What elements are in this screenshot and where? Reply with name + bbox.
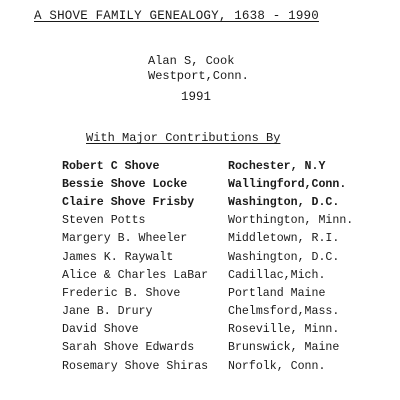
- author-location: Westport,Conn.: [148, 69, 249, 83]
- contributor-row: [62, 339, 392, 357]
- contributor-place: Rochester, N.Y: [228, 159, 326, 173]
- contributor-row: [62, 212, 392, 230]
- contributor-place: Middletown, R.I.: [228, 232, 340, 246]
- author-block: [148, 54, 249, 84]
- contributor-name: Frederic B. Shove: [62, 286, 181, 300]
- contributor-row: [62, 303, 392, 321]
- contributor-place: Norfolk, Conn.: [228, 359, 326, 373]
- contributor-row: [62, 321, 392, 339]
- contributor-place: Brunswick, Maine: [228, 341, 340, 355]
- contributor-place: Wallingford,Conn.: [228, 177, 347, 191]
- contributor-row: [62, 193, 392, 211]
- contributor-row: [62, 248, 392, 266]
- contributor-place: Roseville, Minn.: [228, 323, 340, 337]
- contributor-row: [62, 175, 392, 193]
- contributor-place: Chelmsford,Mass.: [228, 305, 340, 319]
- contributor-name: Rosemary Shove Shiras: [62, 359, 209, 373]
- author-name: Alan S, Cook: [148, 54, 235, 68]
- contributor-place: Cadillac,Mich.: [228, 268, 326, 282]
- contributor-place: Washington, D.C.: [228, 195, 340, 209]
- contributor-name: Margery B. Wheeler: [62, 232, 188, 246]
- contributors-list: [62, 157, 392, 375]
- contributor-row: [62, 266, 392, 284]
- publication-year: 1991: [181, 90, 212, 104]
- contributor-place: Portland Maine: [228, 286, 326, 300]
- contributor-place: Worthington, Minn.: [228, 214, 354, 228]
- contributor-name: Robert C Shove: [62, 159, 160, 173]
- contributor-name: David Shove: [62, 323, 139, 337]
- contributor-row: [62, 230, 392, 248]
- document-title: A SHOVE FAMILY GENEALOGY, 1638 - 1990: [34, 9, 319, 23]
- contributor-name: Bessie Shove Locke: [62, 177, 188, 191]
- contributor-place: Washington, D.C.: [228, 250, 340, 264]
- contributor-name: Alice & Charles LaBar: [62, 268, 209, 282]
- contributor-name: Steven Potts: [62, 214, 146, 228]
- contributor-row: [62, 284, 392, 302]
- contributor-name: Sarah Shove Edwards: [62, 341, 195, 355]
- contributor-name: Claire Shove Frisby: [62, 195, 195, 209]
- contributor-name: James K. Raywalt: [62, 250, 174, 264]
- contributor-row: [62, 357, 392, 375]
- contributor-row: [62, 157, 392, 175]
- contributions-heading: With Major Contributions By: [86, 131, 281, 145]
- contributor-name: Jane B. Drury: [62, 305, 153, 319]
